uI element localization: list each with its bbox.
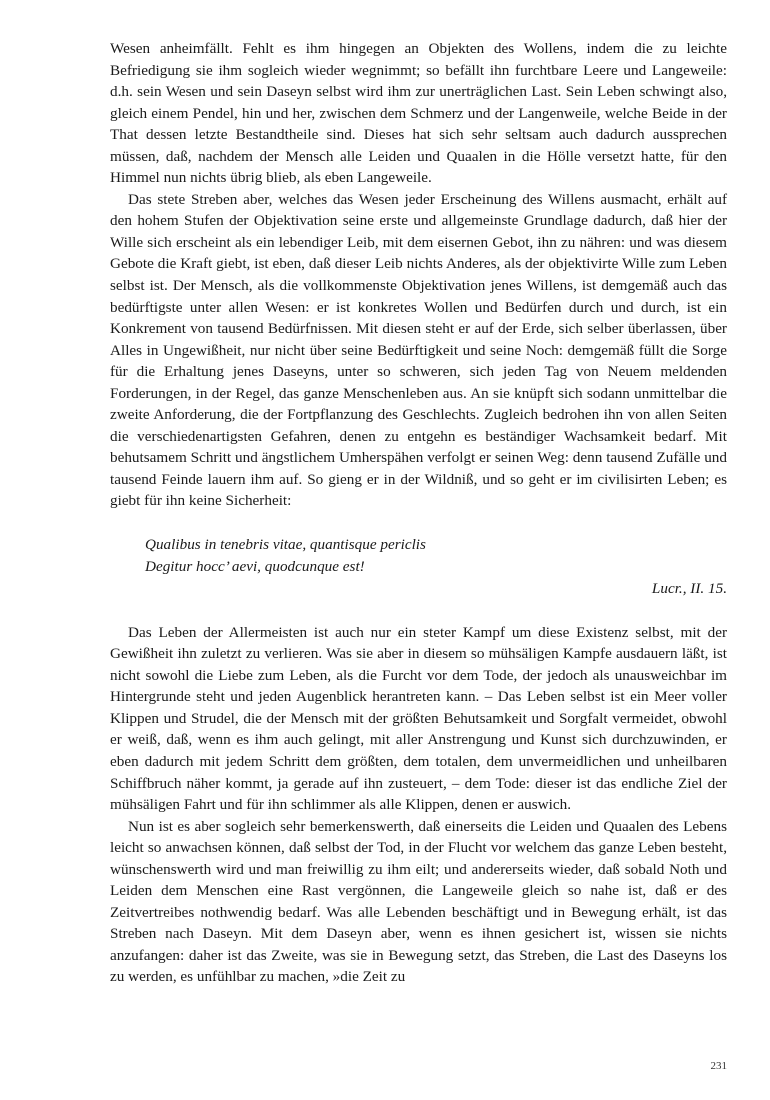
verse-line-1: Qualibus in tenebris vitae, quantisque periclis xyxy=(145,536,426,554)
page-number: 231 xyxy=(710,1060,727,1072)
verse-quotation xyxy=(110,534,727,600)
paragraph-3: Das Leben der Allermeisten ist auch nur ein steter Kampf um diese Existenz selbst, mit der Gewißheit ihn zuletzt zu verlieren. Was sie aber in diesem so mühsäligen Kampfe ausdauern läßt, ist nicht sowohl die Liebe zum Leben, als die Furcht vor dem Tode, der jedoch als unausweichbar im Hintergrunde steht und jeden Augenblick herantreten kann. – Das Leben selbst ist ein Meer voller Klippen und Strudel, die der Mensch mit der größten Behutsamkeit und Sorgfalt vermeidet, obwohl er weiß, daß, wenn es ihm auch gelingt, mit aller Anstrengung und Kunst sich durchzuwinden, er eben dadurch mit jedem Schritt dem größten, dem totalen, dem unvermeidlichen und unheilbaren Schiffbruch näher kommt, ja gerade auf ihn zusteuert, – dem Tode: dieser ist das endliche Ziel der mühsäligen Fahrt und für ihn schlimmer als alle Klippen, denen er auswich. xyxy=(110,623,727,814)
paragraph-1: Wesen anheimfällt. Fehlt es ihm hingegen an Objekten des Wollens, indem die zu leichte Befriedigung sie ihm sogleich wieder wegnimmt; so befällt ihn furchtbare Leere und Langeweile: d.h. sein Wesen und sein Daseyn selbst wird ihm zur unerträglichen Last. Sein Leben schwingt also, gleich einem Pendel, hin und her, zwischen dem Schmerz und der Langenweile, welche Beide in der That dessen letzte Bestandtheile sind. Dieses hat sich sehr seltsam auch dadurch aussprechen müssen, daß, nachdem der Mensch alle Leiden und Quaalen in die Hölle versetzt hatte, für den Himmel nun nichts übrig blieb, als eben Langeweile. xyxy=(110,40,727,187)
verse-line-2: Degitur hocc’ aevi, quodcunque est! xyxy=(145,557,365,575)
verse-source: Lucr., II. 15. xyxy=(651,580,727,598)
paragraph-4: Nun ist es aber sogleich sehr bemerkenswerth, daß einerseits die Leiden und Quaalen des Lebens leicht so anwachsen können, daß selbst der Tod, in der Flucht vor welchem das ganze Leben besteht, wünschenswerth wird und man freiwillig zu ihm eilt; und andererseits wieder, daß sobald Noth und Leiden dem Menschen eine Rast vergönnen, die Langeweile gleich so nahe ist, daß er des Zeitvertreibes nothwendig bedarf. Was alle Lebenden beschäftigt und in Bewegung erhält, ist das Streben nach Daseyn. Mit dem Daseyn aber, wenn es ihnen gesichert ist, wissen sie nichts anzufangen: daher ist das Zweite, was sie in Bewegung setzt, das Streben, die Last des Daseyns los zu werden, es unfühlbar zu machen, »die Zeit zu xyxy=(110,817,727,986)
page-body xyxy=(110,38,727,988)
paragraph-2: Das stete Streben aber, welches das Wesen jeder Erscheinung des Willens ausmacht, erhält auf den hohem Stufen der Objektivation seine erste und allgemeinste Grundlage dadurch, daß hier der Wille sich erscheint als ein lebendiger Leib, mit dem eisernen Gebot, ihn zu nähren: und was diesem Gebote die Kraft giebt, ist eben, daß dieser Leib nichts Anderes, als der objektivirte Wille zum Leben selbst ist. Der Mensch, als die vollkommenste Objektivation jenes Willens, ist demgemäß auch das bedürftigste unter allen Wesen: er ist konkretes Wollen und Bedürfen durch und durch, ist ein Konkrement von tausend Bedürfnissen. Mit diesen steht er auf der Erde, sich selber überlassen, über Alles in Ungewißheit, nur nicht über seine Bedürftigkeit und seine Noch: demgemäß füllt die Sorge für die Erhaltung jenes Daseyns, unter so schweren, sich jeden Tag von Neuem meldenden Forderungen, in der Regel, das ganze Menschenleben aus. An sie knüpft sich sodann unmittelbar die zweite Anforderung, die der Fortpflanzung des Geschlechts. Zugleich bedrohen ihn von allen Seiten die verschiedenartigsten Gefahren, denen zu entgehn es beständiger Wachsamkeit bedarf. Mit behutsamem Schritt und ängstlichem Umherspähen verfolgt er seinen Weg: denn tausend Zufälle und tausend Feinde lauern ihm auf. So gieng er in der Wildniß, und so geht er im civilisirten Leben; es giebt für ihn keine Sicherheit: xyxy=(110,190,727,510)
